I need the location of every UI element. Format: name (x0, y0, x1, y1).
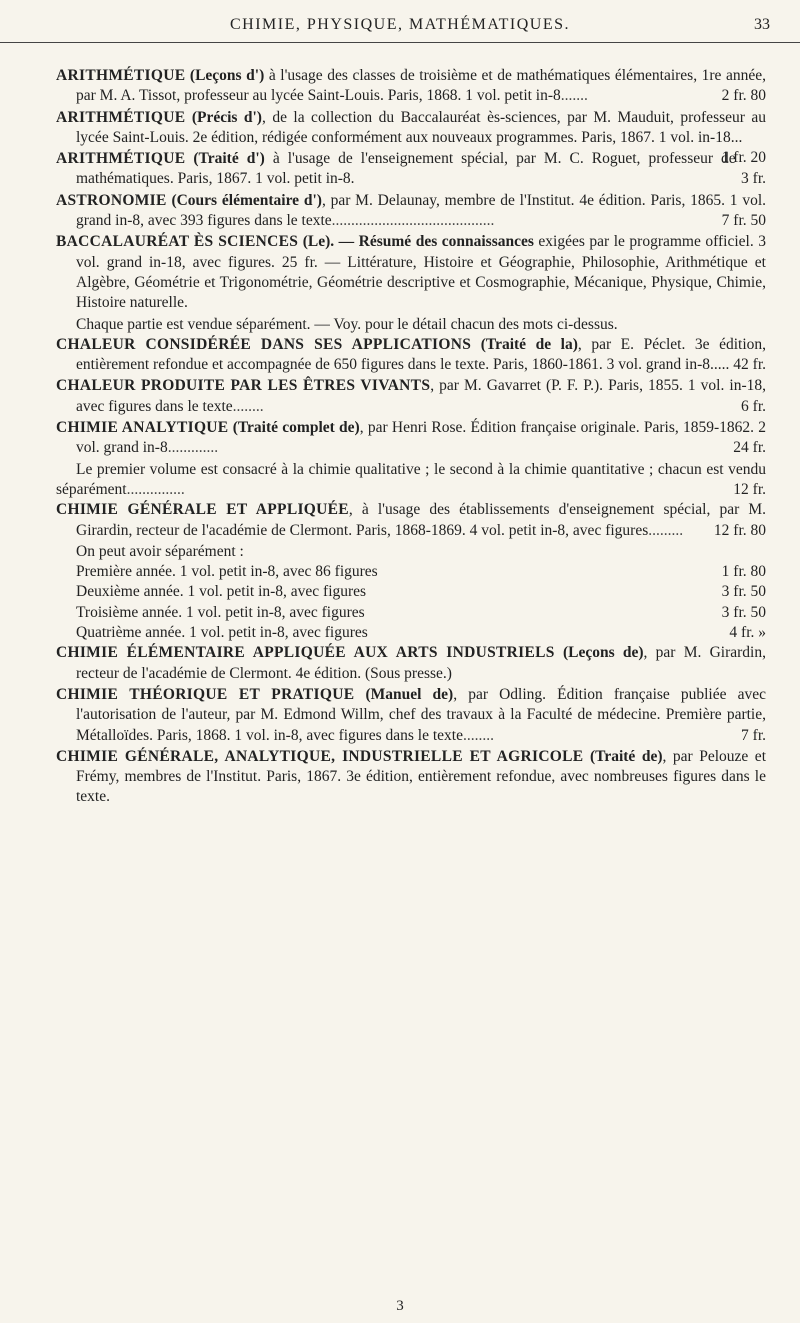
entry-kind: (Traité d') (193, 150, 265, 168)
entry-text: à l'usage de l'enseignement spécial, par M. C. Roguet, professeur de mathématiques. Paris, 1867. 1 vol. petit in-8. (76, 150, 736, 188)
entry-headword: CHIMIE ANALYTIQUE (56, 419, 229, 437)
entry-text: , de la collection du Baccalauréat ès-sciences, par M. Mauduit, professeur au lycée Saint-Louis. 2e édition, rédigée conformément aux nouveaux programmes. Paris, 1867. 1 vol. in-18... (76, 108, 767, 146)
entry-price: 1 fr. 20 (721, 149, 766, 167)
part-row: Première année. 1 vol. petit in-8, avec 86 figures 1 fr. 80 (56, 562, 766, 582)
catalog-entry: ARITHMÉTIQUE (Leçons d') à l'usage des classes de troisième et de mathématiques élémentaires, 1re année, par M. A. Tissot, professeur au lycée Saint-Louis. Paris, 1868. 1 vol. petit in-8....... 2 fr. 80 (56, 66, 766, 107)
entry-kind: (Traité de la) (480, 335, 578, 353)
catalog-entry: CHIMIE GÉNÉRALE ET APPLIQUÉE, à l'usage des établissements d'enseignement spécial, par M. Girardin, recteur de l'académie de Clermont. Paris, 1868-1869. 4 vol. petit in-8, avec figures......... 12 fr. 80 (56, 500, 766, 541)
entry-price: 7 fr. (741, 726, 766, 744)
entry-text: , par M. Delaunay, membre de l'Institut. 4e édition. Paris, 1865. 1 vol. grand in-8, avec 393 figures dans le texte (76, 191, 767, 230)
entry-note: On peut avoir séparément : (76, 542, 244, 560)
catalog-entry (56, 643, 766, 684)
catalog-entry (56, 149, 766, 190)
entry-kind: (Leçons d') (189, 67, 265, 84)
entry-headword: CHALEUR CONSIDÉRÉE DANS SES APPLICATIONS (56, 335, 472, 353)
page-header (0, 10, 800, 43)
entry-headword: CHALEUR PRODUITE PAR LES ÊTRES VIVANTS (56, 377, 431, 395)
entry-text: , par E. Péclet. 3e édition, entièrement refondue et accompagnée de 650 figures dans le texte. Paris, 1860-1861. 3 vol. grand in-8..... (76, 335, 766, 374)
entry-headword: CHIMIE THÉORIQUE ET PRATIQUE (56, 685, 355, 703)
catalog-entry (56, 747, 766, 808)
signature-mark: 3 (396, 1298, 404, 1314)
entry-price: 42 fr. (733, 356, 766, 374)
entry-text: à l'usage des classes de troisième et de mathématiques élémentaires, 1re année, par M. A. Tissot, professeur au lycée Saint-Louis. Paris, 1868. 1 vol. petit in-8 (76, 67, 767, 105)
entry-headword: ASTRONOMIE (56, 191, 167, 209)
part-price: 3 fr. 50 (721, 583, 766, 601)
catalog-entry: ASTRONOMIE (Cours élémentaire d'), par M. Delaunay, membre de l'Institut. 4e édition. Paris, 1865. 1 vol. grand in-8, avec 393 figures dans le texte.......................................... 7 fr. 50 (56, 191, 766, 232)
entry-text: , par Odling. Édition française publiée avec l'autorisation de l'auteur, par M. Edmond Willm, chef des travaux à la Faculté de médecine. Première partie, Métalloïdes. Paris, 1868. 1 vol. in-8, avec figures dans le texte (76, 685, 766, 744)
entry-price: 12 fr. 80 (713, 521, 766, 539)
entry-kind: (Traité de) (589, 747, 663, 765)
entry-headword: CHIMIE ÉLÉMENTAIRE APPLIQUÉE AUX ARTS INDUSTRIELS (56, 644, 555, 662)
entry-text: , par M. Girardin, recteur de l'académie de Clermont. 4e édition. (Sous presse.) (76, 644, 766, 682)
entry-text: exigées par le programme officiel. 3 vol. grand in-18, avec figures. 25 fr. — Littérature, Histoire et Géographie, Philosophie, Arithmétique et Algèbre, Géométrie et Trigonométrie, Géométrie descriptive et Cosmographie, Mécanique, Physique, Chimie, Histoire naturelle. (76, 233, 766, 312)
entry-kind: (Manuel de) (365, 685, 454, 703)
entry-headword: ARITHMÉTIQUE (56, 67, 186, 84)
entry-headword: CHIMIE GÉNÉRALE, ANALYTIQUE, INDUSTRIELLE ET AGRICOLE (56, 747, 584, 765)
running-title: CHIMIE, PHYSIQUE, MATHÉMATIQUES. (230, 16, 570, 33)
part-price: 3 fr. 50 (721, 603, 766, 621)
entry-text: , par Henri Rose. Édition française originale. Paris, 1859-1862. 2 vol. grand in-8 (76, 419, 767, 457)
entry-kind: (Leçons de) (562, 644, 644, 662)
catalog-entry: CHALEUR PRODUITE PAR LES ÊTRES VIVANTS, par M. Gavarret (P. F. P.). Paris, 1855. 1 vol. in-18, avec figures dans le texte........ 6 fr. (56, 376, 766, 417)
catalog-entry (56, 335, 766, 376)
part-row: Quatrième année. 1 vol. petit in-8, avec figures 4 fr. » (56, 623, 766, 643)
catalog-entry: CHIMIE ANALYTIQUE (Traité complet de), par Henri Rose. Édition française originale. Paris, 1859-1862. 2 vol. grand in-8............. 24 fr. (56, 418, 766, 459)
entry-text: , à l'usage des établissements d'enseignement spécial, par M. Girardin, recteur de l'académie de Clermont. Paris, 1868-1869. 4 vol. petit in-8, avec figures (76, 501, 766, 539)
catalog-entry: CHIMIE THÉORIQUE ET PRATIQUE (Manuel de), par Odling. Édition française publiée avec l'autorisation de l'auteur, par M. Edmond Willm, chef des travaux à la Faculté de médecine. Première partie, Métalloïdes. Paris, 1868. 1 vol. in-8, avec figures dans le texte........ 7 fr. (56, 685, 766, 746)
entry-headword: ARITHMÉTIQUE (56, 108, 186, 126)
entry-text: , par M. Gavarret (P. F. P.). Paris, 1855. 1 vol. in-18, avec figures dans le texte (76, 377, 766, 415)
entry-price: 6 fr. (741, 397, 766, 415)
catalog-entry (56, 232, 766, 313)
part-price: 4 fr. » (729, 624, 766, 642)
entry-price: 7 fr. 50 (721, 212, 766, 230)
entry-note: Chaque partie est vendue séparément. — Voy. pour le détail chacun des mots ci-dessus. (76, 315, 618, 333)
entry-price: 24 fr. (733, 439, 766, 457)
page-number: 33 (754, 16, 770, 33)
entry-kind: (Le). — Résumé des connaissances (302, 233, 534, 251)
entry-note: Le premier volume est consacré à la chimie qualitative ; le second à la chimie quantitative ; chacun est vendu séparément............... 12 fr. (56, 460, 766, 501)
part-row: Deuxième année. 1 vol. petit in-8, avec figures 3 fr. 50 (56, 582, 766, 602)
part-row: Troisième année. 1 vol. petit in-8, avec figures 3 fr. 50 (56, 603, 766, 623)
entry-price: 2 fr. 80 (721, 87, 766, 105)
entry-note-price: 12 fr. (733, 480, 766, 498)
part-price: 1 fr. 80 (721, 563, 766, 581)
entry-headword: CHIMIE GÉNÉRALE ET APPLIQUÉE (56, 501, 349, 519)
catalog-content (56, 66, 766, 809)
entry-text: , par Pelouze et Frémy, membres de l'Institut. Paris, 1867. 3e édition, entièrement refondue, avec nombreuses figures dans le texte. (76, 747, 766, 806)
entry-kind: (Traité complet de) (232, 419, 360, 437)
entry-headword: BACCALAURÉAT ÈS SCIENCES (56, 233, 299, 251)
entry-kind: (Cours élémentaire d') (171, 191, 322, 209)
entry-price: 3 fr. (741, 170, 766, 188)
entry-headword: ARITHMÉTIQUE (56, 150, 186, 168)
entry-kind: (Précis d') (191, 108, 262, 126)
